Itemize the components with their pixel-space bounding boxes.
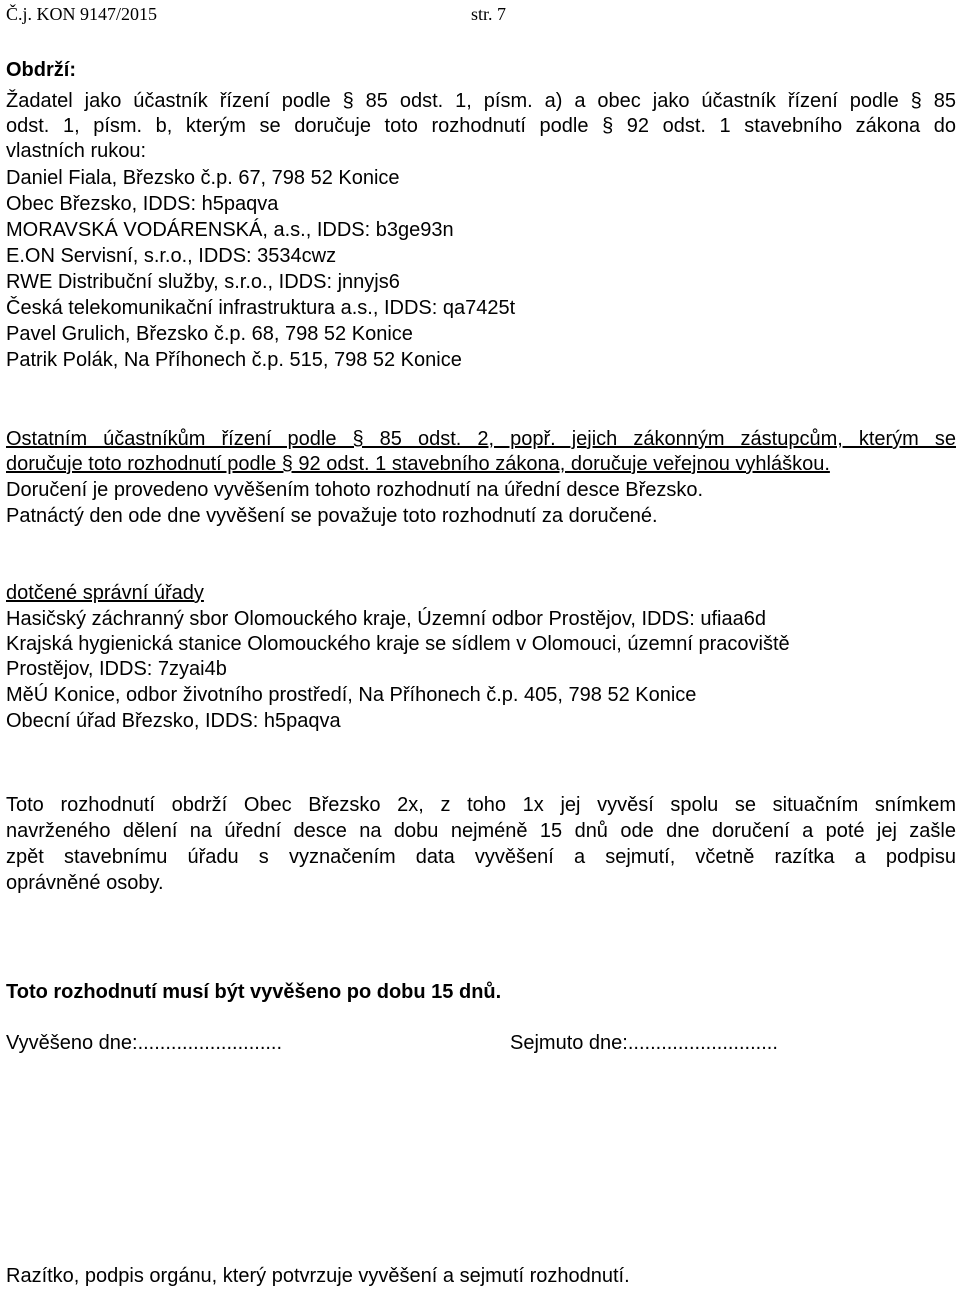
instruction-line-2: navrženého dělení na úřední desce na dobu nejméně 15 dnů ode dne doručení a poté jej zašle bbox=[6, 820, 956, 842]
recipient-item: Obec Březsko, IDDS: h5paqva bbox=[6, 193, 279, 215]
stamp-signature-note: Razítko, podpis orgánu, který potvrzuje vyvěšení a sejmutí rozhodnutí. bbox=[6, 1265, 630, 1287]
recipient-item: Pavel Grulich, Březsko č.p. 68, 798 52 Konice bbox=[6, 323, 413, 345]
recipient-item: Daniel Fiala, Březsko č.p. 67, 798 52 Konice bbox=[6, 167, 400, 189]
recipient-item: RWE Distribuční služby, s.r.o., IDDS: jnnyjs6 bbox=[6, 271, 400, 293]
case-number: Č.j. KON 9147/2015 bbox=[6, 4, 158, 24]
public-notice-line-1: Ostatním účastníkům řízení podle § 85 odst. 2, popř. jejich zákonným zástupcům, kterým se bbox=[6, 428, 956, 450]
recipient-item: E.ON Servisní, s.r.o., IDDS: 3534cwz bbox=[6, 245, 337, 267]
instruction-line-4: oprávněné osoby. bbox=[6, 872, 164, 894]
authority-item: Obecní úřad Březsko, IDDS: h5paqva bbox=[6, 710, 341, 732]
authority-item: Prostějov, IDDS: 7zyai4b bbox=[6, 658, 227, 680]
recipient-item: MORAVSKÁ VODÁRENSKÁ, a.s., IDDS: b3ge93n bbox=[6, 219, 454, 241]
page-number: str. 7 bbox=[471, 4, 507, 24]
public-notice-line-3: Doručení je provedeno vyvěšením tohoto rozhodnutí na úřední desce Březsko. bbox=[6, 479, 704, 501]
authority-item: MěÚ Konice, odbor životního prostředí, Na Příhonech č.p. 405, 798 52 Konice bbox=[6, 684, 697, 706]
public-notice-line-4: Patnáctý den ode dne vyvěšení se považuje toto rozhodnutí za doručené. bbox=[6, 505, 658, 527]
authorities-heading: dotčené správní úřady bbox=[6, 582, 204, 604]
recipient-item: Patrik Polák, Na Příhonech č.p. 515, 798 52 Konice bbox=[6, 349, 462, 371]
instruction-line-1: Toto rozhodnutí obdrží Obec Březsko 2x, z toho 1x jej vyvěsí spolu se situačním snímkem bbox=[6, 794, 956, 816]
recipients-intro-line-1: Žadatel jako účastník řízení podle § 85 odst. 1, písm. a) a obec jako účastník řízení podle § 85 bbox=[6, 90, 956, 112]
recipient-item: Česká telekomunikační infrastruktura a.s., IDDS: qa7425t bbox=[6, 297, 516, 319]
recipients-intro-line-3: vlastních rukou: bbox=[6, 140, 147, 162]
public-notice-line-2: doručuje toto rozhodnutí podle § 92 odst. 1 stavebního zákona, doručuje veřejnou vyhláškou. bbox=[6, 453, 830, 475]
instruction-line-3: zpět stavebnímu úřadu s vyznačením data vyvěšení a sejmutí, včetně razítka a podpisu bbox=[6, 846, 956, 868]
posted-date-field: Vyvěšeno dne:.......................... bbox=[6, 1032, 283, 1054]
authority-item: Hasičský záchranný sbor Olomouckého kraje, Územní odbor Prostějov, IDDS: ufiaa6d bbox=[6, 608, 766, 630]
posting-duration-notice: Toto rozhodnutí musí být vyvěšeno po dobu 15 dnů. bbox=[6, 981, 502, 1003]
authority-item: Krajská hygienická stanice Olomouckého kraje se sídlem v Olomouci, územní pracoviště bbox=[6, 633, 790, 655]
recipients-heading: Obdrží: bbox=[6, 59, 76, 81]
removed-date-field: Sejmuto dne:........................... bbox=[510, 1032, 778, 1054]
recipients-intro-line-2: odst. 1, písm. b, kterým se doručuje toto rozhodnutí podle § 92 odst. 1 stavebního zákona do bbox=[6, 115, 956, 137]
